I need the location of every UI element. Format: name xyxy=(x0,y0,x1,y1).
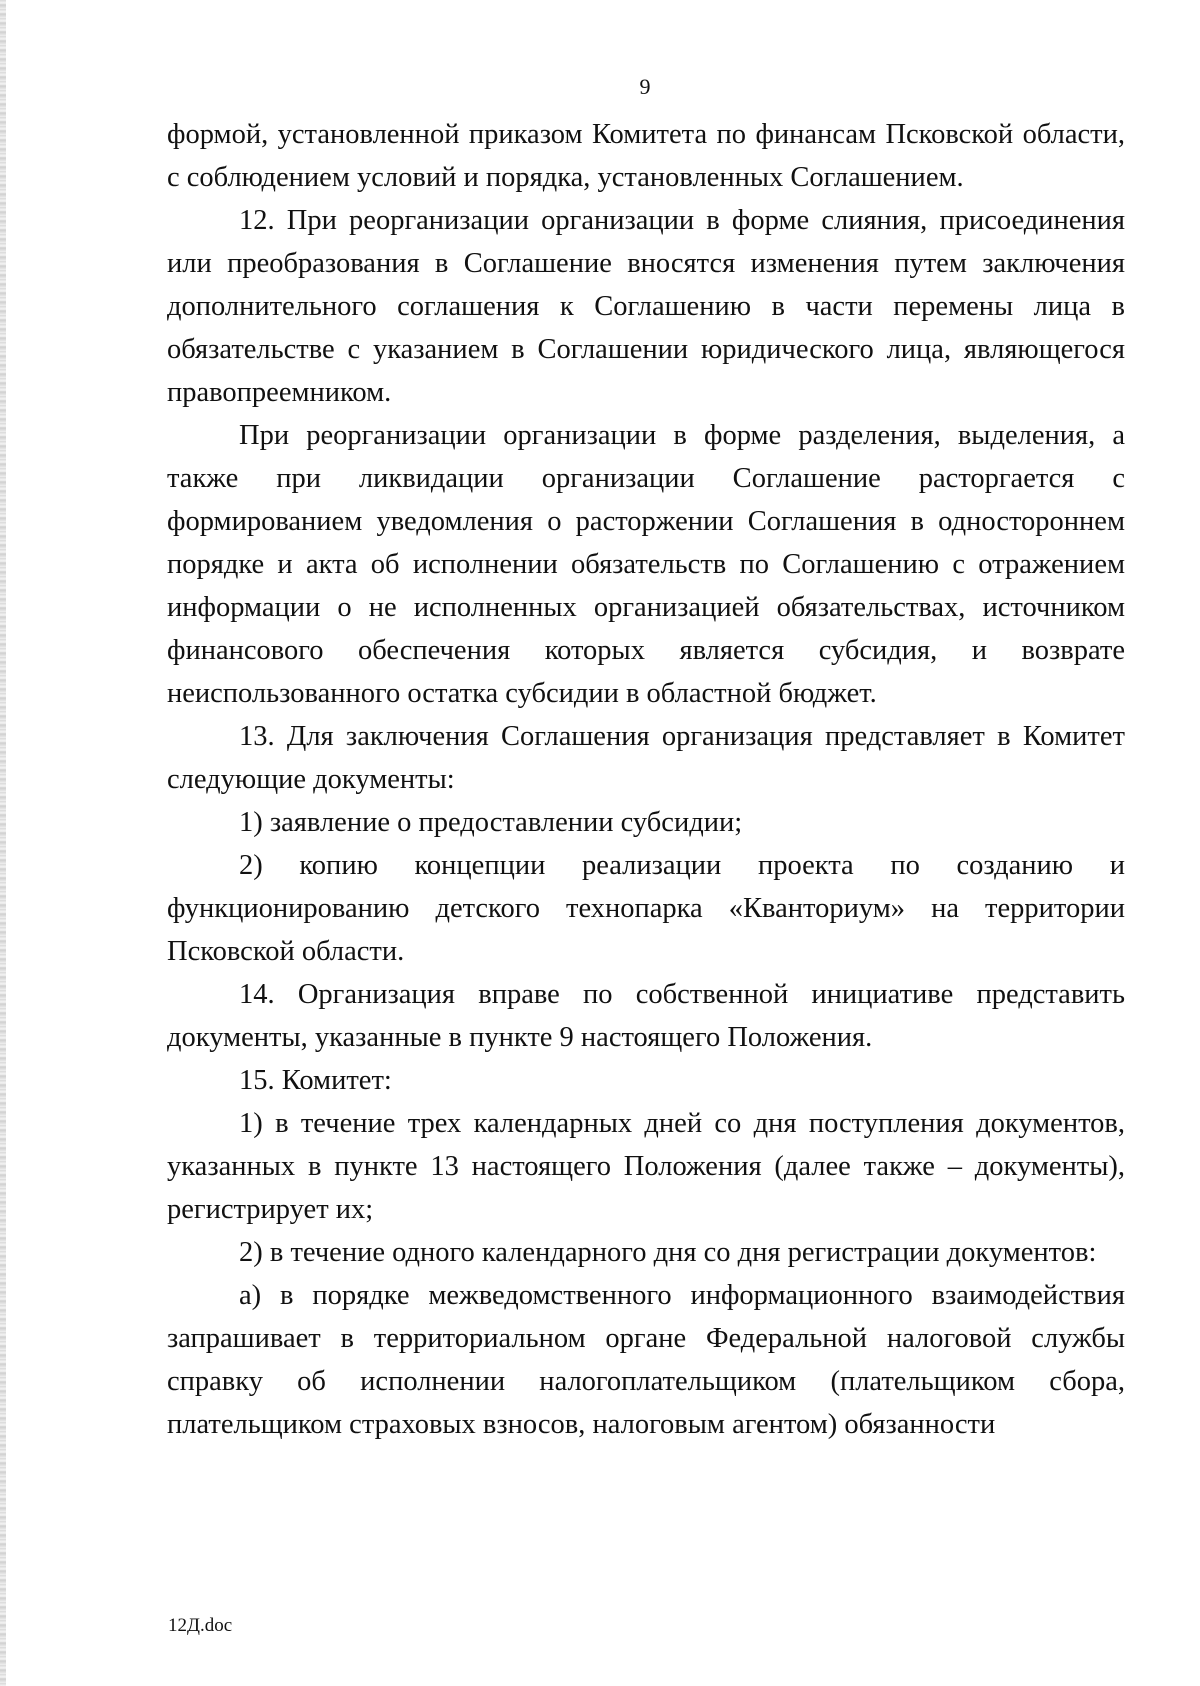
footer-filename: 12Д.doc xyxy=(168,1615,233,1636)
paragraph-item-13-2: 2) копию концепции реализации проекта по созданию и функционированию детского технопарка «Кванториум» на территории Псковской области. xyxy=(167,850,1125,967)
document-body xyxy=(167,113,1125,1446)
paragraph-item-15-1: 1) в течение трех календарных дней со дня поступления документов, указанных в пункте 13 настоящего Положения (далее также – документы), регистрирует их; xyxy=(167,1108,1125,1225)
paragraph-reorganization-division: При реорганизации организации в форме разделения, выделения, а также при ликвидации организации Соглашение расторгается с формированием уведомления о расторжении Соглашения в одностороннем порядке и акта об исполнении обязательств по Соглашению с отражением информации о не исполненных организацией обязательствах, источником финансового обеспечения которых является субсидия, и возврате неиспользованного остатка субсидии в областной бюджет. xyxy=(167,420,1125,709)
paragraph-item-14: 14. Организация вправе по собственной инициативе представить документы, указанные в пункте 9 настоящего Положения. xyxy=(167,979,1125,1053)
paragraph-item-13-1: 1) заявление о предоставлении субсидии; xyxy=(239,807,743,838)
paragraph-item-13: 13. Для заключения Соглашения организация представляет в Комитет следующие документы: xyxy=(167,721,1125,795)
paragraph-item-12: 12. При реорганизации организации в форме слияния, присоединения или преобразования в Соглашение вносятся изменения путем заключения дополнительного соглашения к Соглашению в части перемены лица в обязательстве с указанием в Соглашении юридического лица, являющегося правопреемником. xyxy=(167,205,1125,408)
paragraph-item-15-2-a: а) в порядке межведомственного информационного взаимодействия запрашивает в территориальном органе Федеральной налоговой службы справку об исполнении налогоплательщиком (плательщиком сбора, плательщиком страховых взносов, налоговым агентом) обязанности xyxy=(167,1280,1125,1440)
paragraph-item-15: 15. Комитет: xyxy=(239,1065,392,1096)
paragraph-item-15-2: 2) в течение одного календарного дня со дня регистрации документов: xyxy=(239,1237,1097,1268)
page-number: 9 xyxy=(639,74,651,99)
paragraph-continuation: формой, установленной приказом Комитета по финансам Псковской области, с соблюдением условий и порядка, установленных Соглашением. xyxy=(167,119,1125,193)
